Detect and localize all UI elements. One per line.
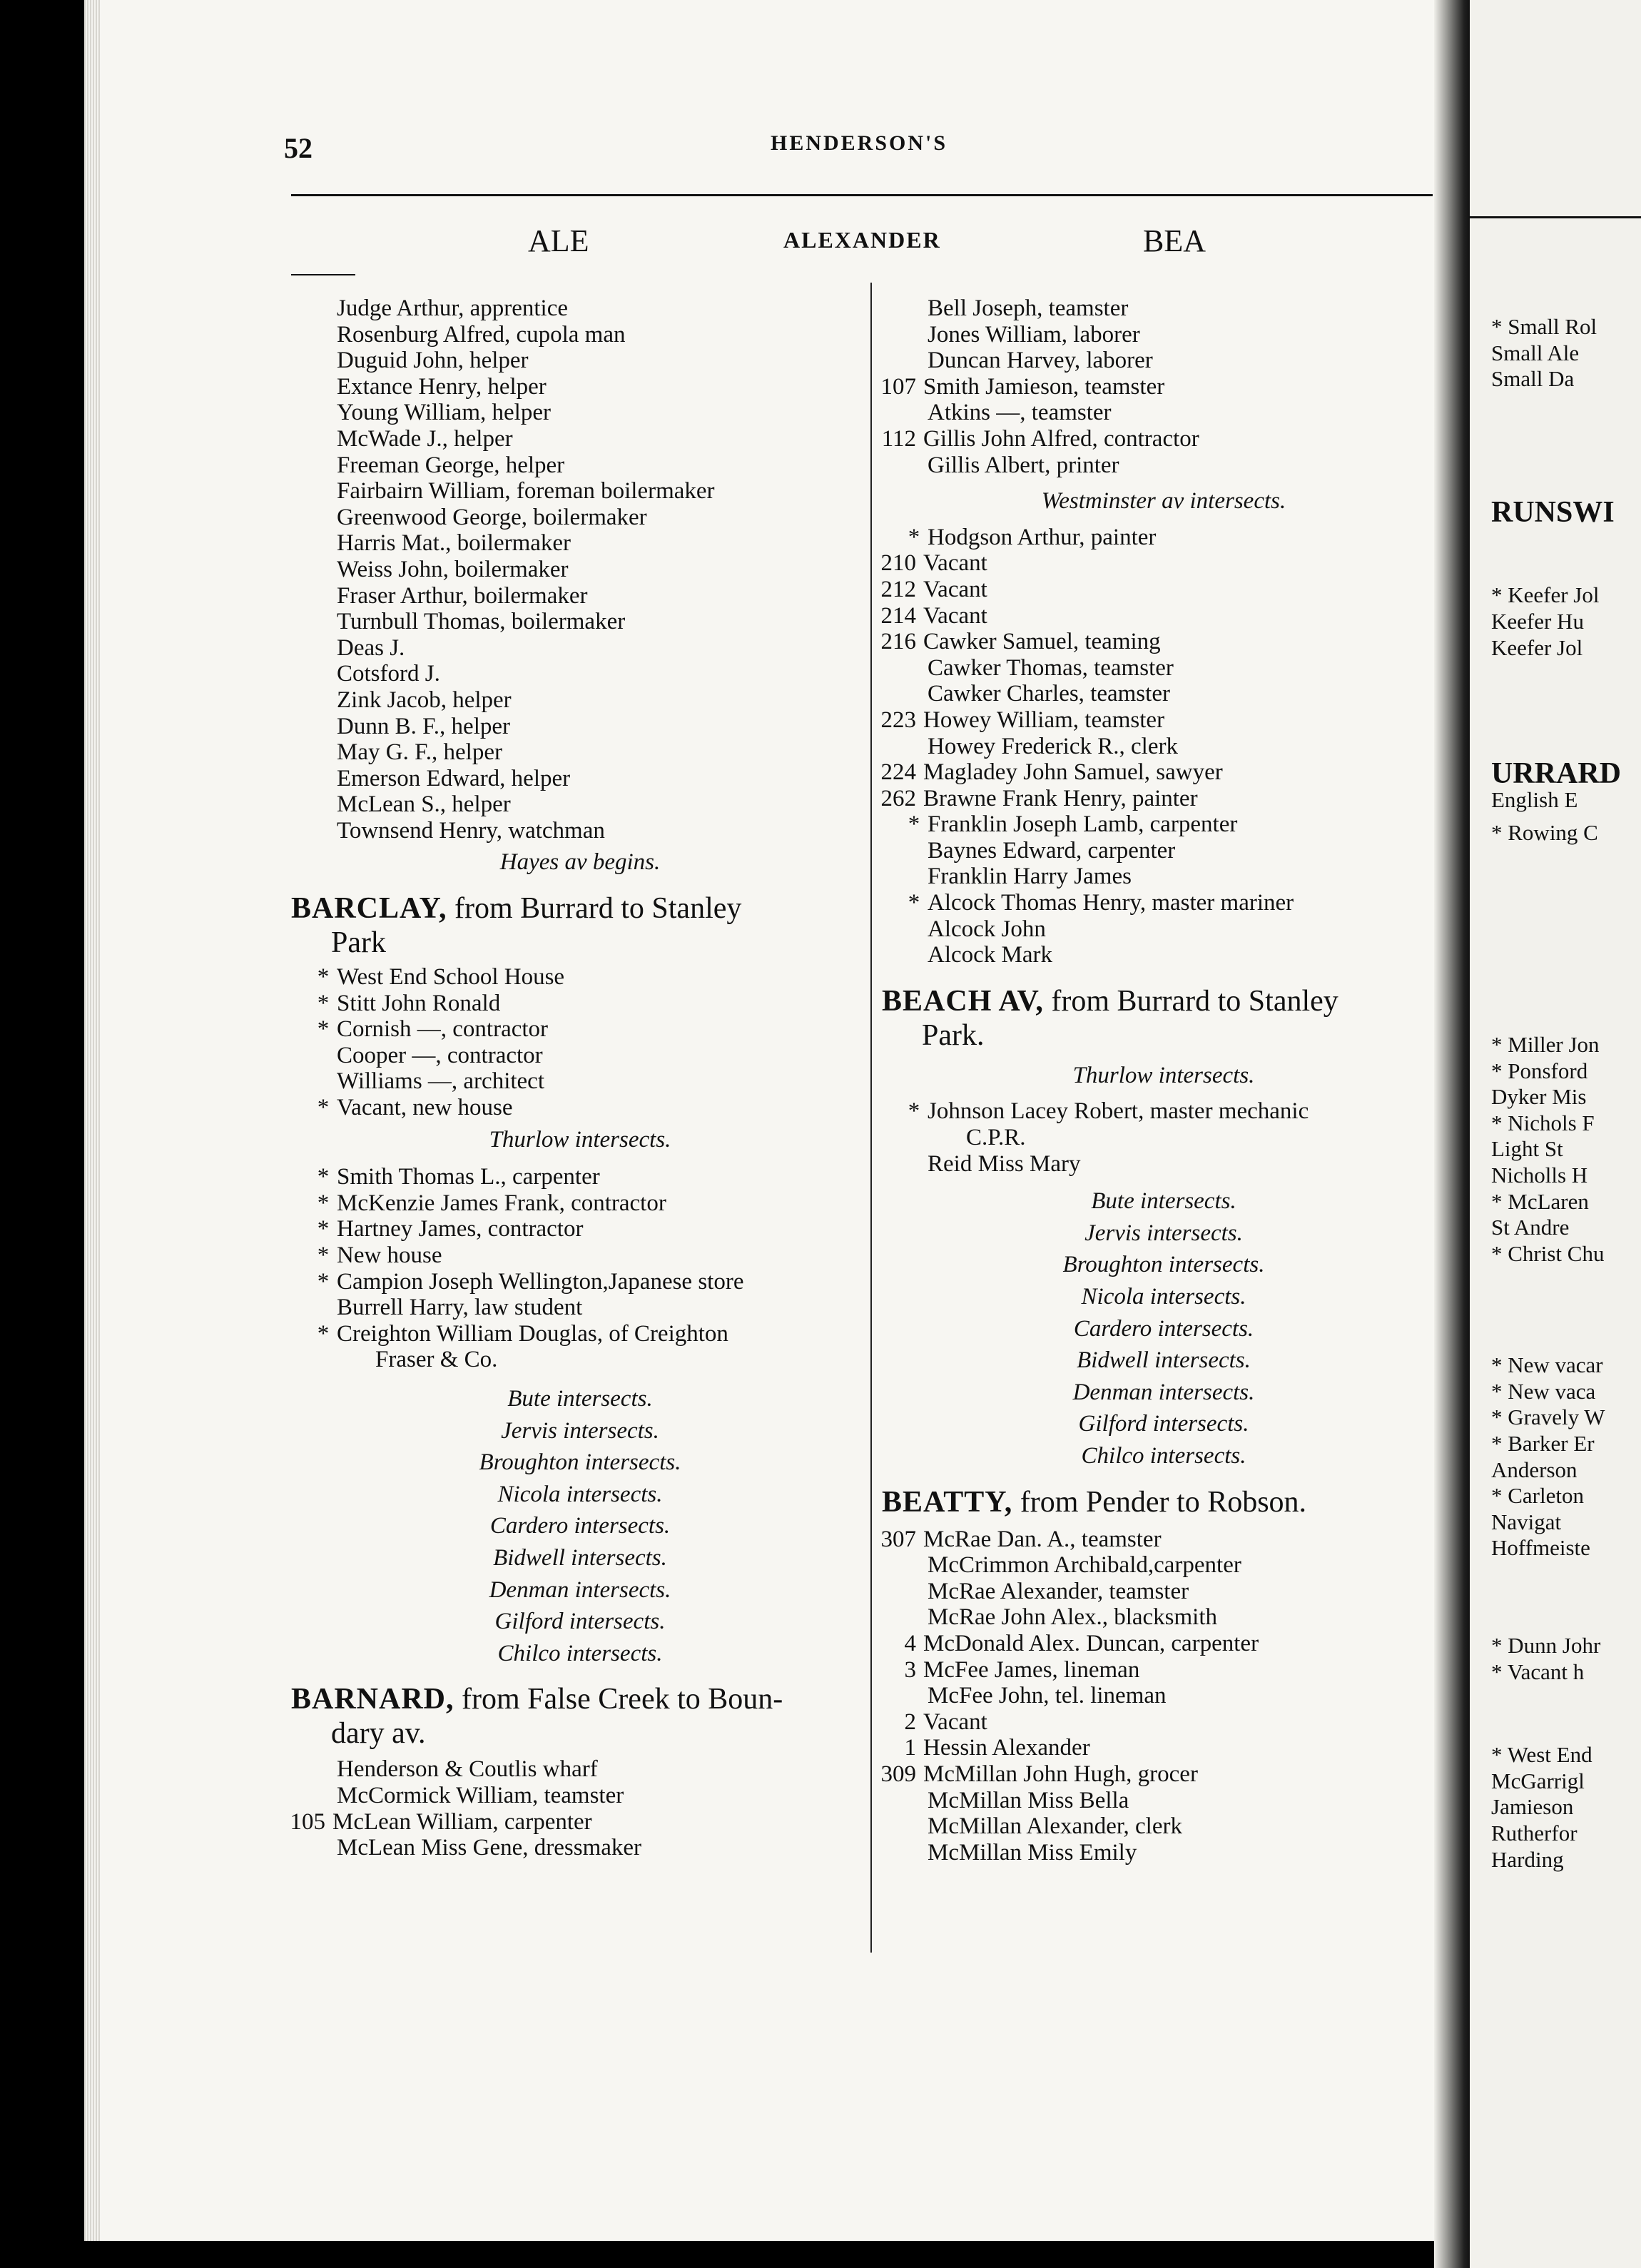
entry: McRae John Alex., blacksmith [928, 1604, 1218, 1631]
entry: Zink Jacob, helper [337, 687, 512, 713]
entry [291, 991, 869, 1017]
house-number: 3 [904, 1656, 916, 1683]
street-desc-cont [291, 1716, 869, 1751]
entry: Greenwood George, boilermaker [337, 504, 647, 530]
entry: Rosenburg Alfred, cupola man [337, 321, 626, 348]
house-number: 307 [880, 1526, 916, 1552]
entry [882, 1735, 1446, 1761]
house-number: 210 [880, 550, 916, 577]
house-number: 216 [880, 629, 916, 655]
entry-text: Howey William, teamster [923, 707, 1165, 733]
entry [882, 1098, 1446, 1125]
house-number: 107 [880, 373, 916, 400]
entry: Fraser Arthur, boilermaker [337, 582, 588, 609]
entry [882, 525, 1446, 551]
entry-text: McRae Dan. A., teamster [923, 1526, 1162, 1552]
house-number: 2 [904, 1708, 916, 1735]
fragment: Rutherfor [1491, 1821, 1578, 1846]
intersection-note: Westminster av intersects. [1041, 488, 1286, 515]
entry: Baynes Edward, carpenter [928, 837, 1176, 864]
entry [882, 603, 1446, 629]
fragment: * New vaca [1491, 1378, 1596, 1404]
entry [291, 1164, 869, 1190]
entry [291, 1216, 869, 1242]
house-number: 262 [880, 785, 916, 811]
street-desc: from Burrard to Stanley [1043, 984, 1338, 1018]
star-marker: * [317, 1164, 330, 1190]
fragment: * Miller Jon [1491, 1031, 1600, 1057]
intersection-note: Nicola intersects. [497, 1481, 663, 1507]
intersection-note: Bidwell intersects. [1077, 1347, 1251, 1374]
fragment: Small Ale [1491, 340, 1580, 365]
page-number: 52 [284, 132, 313, 164]
street-desc-cont [882, 1018, 1446, 1053]
fragment: * Gravely W [1491, 1404, 1605, 1430]
house-number: 212 [880, 576, 916, 602]
entry [291, 1242, 869, 1269]
fragment: * Dunn Johr [1491, 1633, 1601, 1659]
entry: Atkins —, teamster [928, 400, 1112, 426]
entry-text: Hodgson Arthur, painter [928, 524, 1157, 550]
fragment: * Ponsford [1491, 1058, 1588, 1083]
fragment: Jamieson [1491, 1794, 1574, 1820]
fragment: RUNSWI [1491, 495, 1615, 529]
entry: Townsend Henry, watchman [337, 817, 605, 844]
street-desc: from Burrard to Stanley [447, 892, 742, 926]
intersection-note: Broughton intersects. [479, 1449, 681, 1476]
guide-word-right: BEA [1143, 223, 1206, 258]
entry: McCormick William, teamster [337, 1782, 624, 1808]
fragment: Small Da [1491, 366, 1575, 392]
entry [882, 1657, 1446, 1684]
entry: Cawker Thomas, teamster [928, 654, 1174, 681]
entry-text: West End School House [337, 964, 565, 991]
entry: Cawker Charles, teamster [928, 681, 1170, 707]
entry [882, 629, 1446, 655]
entry [291, 1269, 869, 1295]
star-marker: * [908, 890, 920, 916]
entry-text: McMillan John Hugh, grocer [923, 1761, 1198, 1787]
entry: McCrimmon Archibald,carpenter [928, 1552, 1241, 1579]
entry-text: Campion Joseph Wellington,Japanese store [337, 1268, 744, 1295]
entry: Gillis Albert, printer [928, 452, 1119, 478]
fragment: St Andre [1491, 1215, 1570, 1240]
entry: Williams —, architect [337, 1068, 544, 1095]
entry: McMillan Alexander, clerk [928, 1813, 1182, 1840]
entry: Reid Miss Mary [928, 1150, 1081, 1177]
house-number: 223 [880, 707, 916, 733]
entry: McFee John, tel. lineman [928, 1683, 1167, 1709]
page-title: HENDERSON'S [771, 131, 948, 155]
entry [291, 1095, 869, 1121]
entry: May G. F., helper [337, 739, 502, 766]
entry: McLean Miss Gene, dressmaker [337, 1835, 642, 1861]
street-name: BEACH AV, [882, 984, 1044, 1018]
fragment: * West End [1491, 1742, 1592, 1768]
entry-text: Stitt John Ronald [337, 990, 501, 1016]
fragment: Hoffmeiste [1491, 1535, 1590, 1561]
fragment: Nicholls H [1491, 1162, 1588, 1188]
entry: Turnbull Thomas, boilermaker [337, 609, 626, 635]
entry: Harris Mat., boilermaker [337, 530, 571, 557]
entry [291, 964, 869, 991]
street-desc-2: dary av. [331, 1717, 426, 1751]
intersection-note: Bute intersects. [507, 1385, 653, 1412]
street-desc: from Pender to Robson. [1012, 1485, 1307, 1519]
entry [882, 1631, 1446, 1657]
entry-text: Franklin Joseph Lamb, carpenter [928, 811, 1238, 838]
entry-text: Creighton William Douglas, of Creighton [337, 1320, 728, 1347]
guide-word-center: ALEXANDER [783, 227, 941, 253]
entry: Duguid John, helper [337, 348, 529, 374]
entry: Freeman George, helper [337, 452, 565, 478]
entry: McMillan Miss Emily [928, 1839, 1137, 1865]
entry [291, 1321, 869, 1347]
facing-page-rule [1470, 216, 1641, 218]
star-marker: * [317, 1268, 330, 1295]
intersection-note: Thurlow intersects. [1072, 1062, 1255, 1088]
star-marker: * [317, 1216, 330, 1242]
fragment: URRARD [1491, 757, 1621, 791]
entry: Weiss John, boilermaker [337, 556, 569, 582]
street-heading-barnard [291, 1682, 869, 1716]
entry: Franklin Harry James [928, 864, 1132, 890]
guide-word-left: ALE [528, 223, 589, 258]
house-number: 214 [880, 602, 916, 629]
intersection-note: Denman intersects. [489, 1576, 671, 1603]
entry: Emerson Edward, helper [337, 765, 571, 791]
entry [882, 707, 1446, 734]
entry [291, 1190, 869, 1217]
intersection-note: Cardero intersects. [489, 1513, 671, 1539]
entry [882, 759, 1446, 786]
entry-text: New house [337, 1242, 442, 1268]
entry [882, 1761, 1446, 1788]
intersection-note: Cardero intersects. [1073, 1315, 1254, 1342]
intersection-note: Gilford intersects. [1078, 1411, 1249, 1437]
entry-continuation: C.P.R. [966, 1125, 1026, 1151]
entry-text: McLean William, carpenter [332, 1808, 592, 1835]
entry [882, 811, 1446, 838]
entry [882, 1709, 1446, 1736]
page-edge [84, 0, 100, 2241]
street-name: BARCLAY, [291, 892, 447, 926]
entry-text: Hessin Alexander [923, 1735, 1090, 1761]
entry [291, 1809, 869, 1836]
fragment: McGarrigl [1491, 1768, 1585, 1793]
entry: McMillan Miss Bella [928, 1787, 1129, 1813]
fragment: Dyker Mis [1491, 1084, 1587, 1110]
column-left [291, 295, 869, 1861]
guide-rule [291, 274, 355, 275]
entry: Alcock John [928, 916, 1046, 942]
entry: Alcock Mark [928, 942, 1053, 968]
house-number: 224 [880, 759, 916, 786]
star-marker: * [317, 990, 330, 1016]
intersection-note: Denman intersects. [1072, 1379, 1255, 1405]
intersection-note: Chilco intersects. [1081, 1442, 1246, 1469]
fragment: * New vacar [1491, 1352, 1603, 1378]
fragment: Light St [1491, 1136, 1563, 1162]
entry: Dunn B. F., helper [337, 713, 511, 739]
star-marker: * [908, 524, 920, 550]
star-marker: * [908, 811, 920, 838]
house-number: 4 [904, 1630, 916, 1656]
fragment: English E [1491, 786, 1578, 812]
fragment: * Small Rol [1491, 314, 1597, 339]
entry: Burrell Harry, law student [337, 1295, 583, 1321]
entry: Cotsford J. [337, 661, 440, 687]
star-marker: * [317, 1242, 330, 1268]
entry: McWade J., helper [337, 425, 513, 452]
intersection-note: Hayes av begins. [499, 849, 661, 876]
intersection-note: Jervis intersects. [1084, 1220, 1243, 1246]
fragment: * Vacant h [1491, 1659, 1585, 1684]
entry: Cooper —, contractor [337, 1042, 543, 1068]
entry: Henderson & Coutlis wharf [337, 1756, 598, 1783]
fragment: * Barker Er [1491, 1431, 1595, 1457]
entry [882, 550, 1446, 577]
entry-text: McKenzie James Frank, contractor [337, 1190, 666, 1216]
star-marker: * [317, 1095, 330, 1121]
intersection-note: Gilford intersects. [494, 1609, 666, 1635]
star-marker: * [317, 1190, 330, 1216]
fragment: * Rowing C [1491, 820, 1598, 846]
fragment: Anderson [1491, 1457, 1578, 1482]
street-name: BARNARD, [291, 1683, 454, 1716]
entry: Extance Henry, helper [337, 373, 547, 400]
intersection-note: Bute intersects. [1091, 1188, 1236, 1215]
entry [882, 786, 1446, 812]
street-desc-2: Park. [922, 1018, 985, 1052]
entry: Howey Frederick R., clerk [928, 733, 1178, 759]
street-desc-2: Park [331, 926, 386, 960]
entry: Judge Arthur, apprentice [337, 295, 568, 321]
entry-text: Vacant [923, 1708, 987, 1735]
house-number: 1 [904, 1735, 916, 1761]
intersection-note: Thurlow intersects. [489, 1126, 671, 1153]
entry [882, 374, 1446, 400]
star-marker: * [317, 1016, 330, 1043]
entry-text: Vacant [923, 602, 987, 629]
intersection-note: Jervis intersects. [501, 1417, 659, 1444]
house-number: 112 [881, 425, 916, 452]
entry: McLean S., helper [337, 791, 511, 818]
entry-text: Johnson Lacey Robert, master mechanic [928, 1098, 1309, 1125]
fragment: * McLaren [1491, 1188, 1589, 1214]
street-name: BEATTY, [882, 1485, 1013, 1519]
fragment: Harding [1491, 1846, 1564, 1872]
intersection-note: Broughton intersects. [1062, 1252, 1265, 1278]
street-heading-beach [882, 984, 1446, 1018]
entry-text: Smith Thomas L., carpenter [337, 1164, 600, 1190]
entry-text: Magladey John Samuel, sawyer [923, 759, 1223, 786]
entry-text: McFee James, lineman [923, 1656, 1140, 1683]
fragment: * Keefer Jol [1491, 582, 1600, 608]
star-marker: * [908, 1098, 920, 1125]
entry: Young William, helper [337, 400, 551, 426]
entry-text: McDonald Alex. Duncan, carpenter [923, 1630, 1259, 1656]
entry-text: Vacant [923, 550, 987, 577]
house-number: 105 [290, 1808, 325, 1835]
street-heading-barclay [291, 891, 869, 926]
fragment: Keefer Jol [1491, 634, 1583, 660]
entry: Duncan Harvey, laborer [928, 348, 1153, 374]
entry-text: Hartney James, contractor [337, 1216, 584, 1242]
fragment: Navigat [1491, 1509, 1562, 1534]
entry: Fairbairn William, foreman boilermaker [337, 478, 715, 505]
facing-page-text [1491, 314, 1621, 1873]
entry [882, 890, 1446, 916]
house-number: 309 [880, 1761, 916, 1787]
entry: McRae Alexander, teamster [928, 1578, 1189, 1604]
entry-continuation: Fraser & Co. [375, 1347, 498, 1373]
street-desc-cont [291, 926, 869, 960]
entry-text: Brawne Frank Henry, painter [923, 785, 1198, 811]
entry [882, 577, 1446, 603]
intersection-note: Chilco intersects. [497, 1640, 663, 1666]
header-rule [291, 194, 1433, 196]
entry: Deas J. [337, 634, 405, 661]
street-desc: from False Creek to Boun- [454, 1683, 783, 1716]
fragment: * Christ Chu [1491, 1240, 1605, 1266]
intersection-note: Nicola intersects. [1081, 1284, 1246, 1310]
entry [291, 1016, 869, 1043]
entry-text: Smith Jamieson, teamster [923, 373, 1165, 400]
intersection-note: Bidwell intersects. [493, 1544, 667, 1571]
entry-text: Gillis John Alfred, contractor [923, 425, 1199, 452]
entry-text: Vacant, new house [337, 1095, 513, 1121]
column-right [882, 295, 1446, 1865]
street-heading-beatty [882, 1485, 1446, 1519]
entry-text: Cornish —, contractor [337, 1016, 549, 1043]
star-marker: * [317, 1320, 330, 1347]
entry [882, 1527, 1446, 1553]
fragment: * Nichols F [1491, 1110, 1595, 1135]
column-separator [870, 283, 872, 1953]
entry: Jones William, laborer [928, 321, 1140, 348]
fragment: * Carleton [1491, 1483, 1584, 1509]
entry-text: Alcock Thomas Henry, master mariner [928, 890, 1294, 916]
entry-text: Vacant [923, 576, 987, 602]
entry: Bell Joseph, teamster [928, 295, 1129, 321]
entry-text: Cawker Samuel, teaming [923, 629, 1161, 655]
star-marker: * [317, 964, 330, 991]
fragment: Keefer Hu [1491, 608, 1584, 634]
entry [882, 426, 1446, 452]
